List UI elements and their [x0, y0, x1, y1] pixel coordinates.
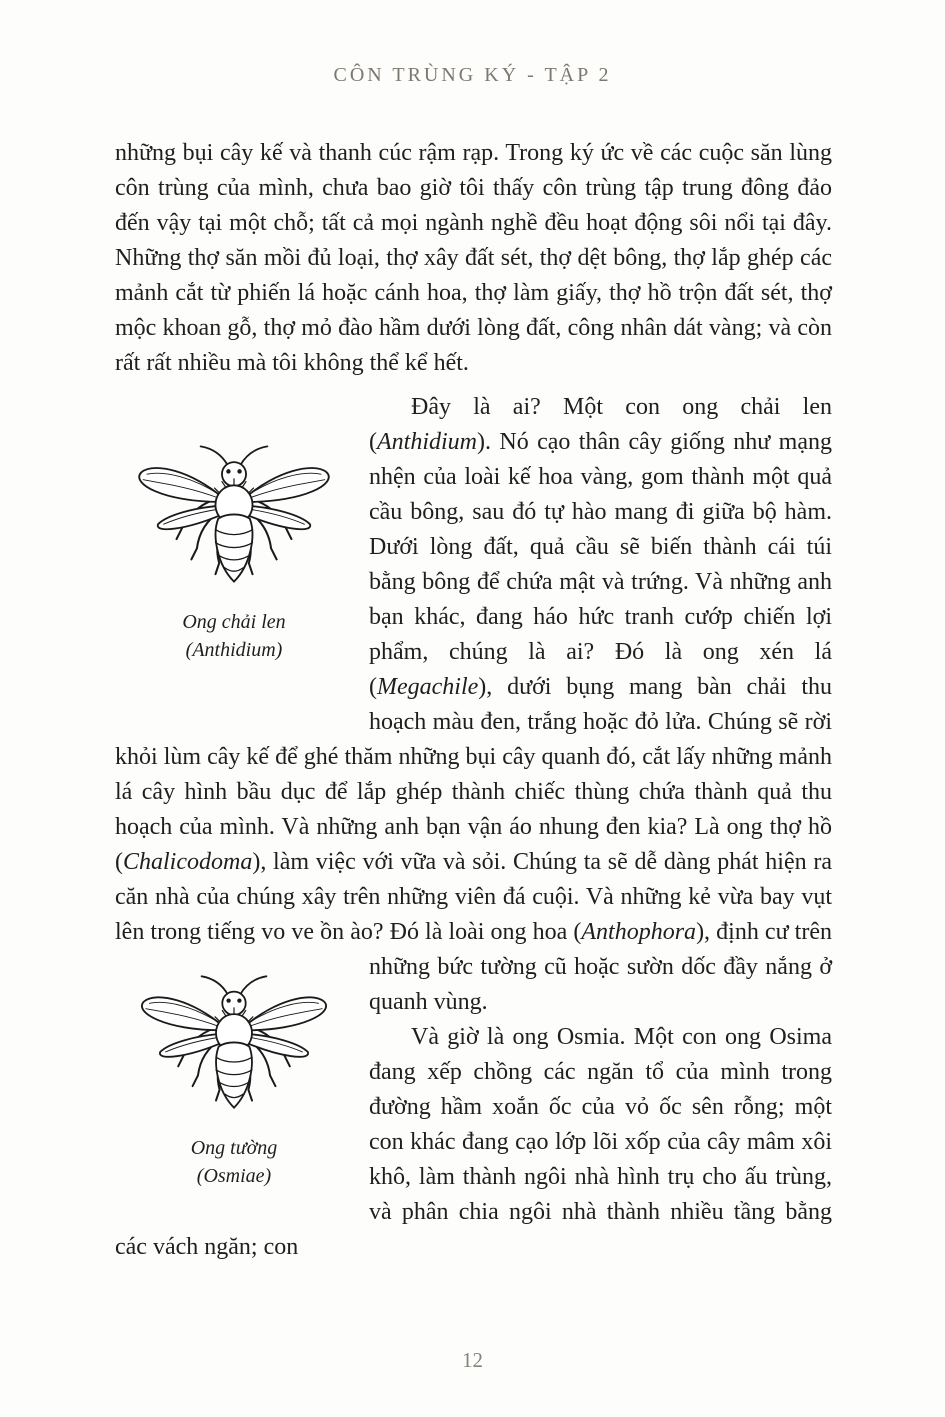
paragraph-1: những bụi cây kế và thanh cúc rậm rạp. Trong ký ức về các cuộc săn lùng côn trùng của mình, chưa bao giờ tôi thấy côn trùng tập trung đông đảo đến vậy tại một chỗ; tất cả mọi ngành nghề đều hoạt động sôi nổi tại đây. Những thợ săn mồi đủ loại, thợ xây đất sét, thợ dệt bông, thợ lắp ghép các mảnh cắt từ phiến lá hoặc cánh hoa, thợ làm giấy, thợ hồ trộn đất sét, thợ mộc khoan gỗ, thợ mỏ đào hầm dưới lòng đất, công nhân dát vàng; và còn rất rất nhiều mà tôi không thể kể hết. — [115, 140, 832, 376]
wool-carder-bee-illustration — [128, 426, 340, 602]
figure-caption-latin: (Osmiae) — [196, 1165, 272, 1187]
page-number: 12 — [462, 1348, 483, 1372]
figure-caption: Ong tường — [190, 1137, 278, 1159]
figure-osmia — [115, 956, 353, 1190]
paragraph-2-text: Đây là ai? Một con ong chải len (Anthidium). Nó cạo thân cây giống như mạng nhện của loài kế hoa vàng, gom thành một quả cầu bông, sau đó tự hào mang đi giữa bộ hàm. Dưới lòng đất, quả cầu sẽ biến thành cái túi bằng bông để chứa mật và trứng. Và những anh bạn khác, đang háo hức tranh cướp chiến lợi phẩm, chúng là ai? Đó là ong xén lá (Megachile), dưới bụng mang bàn chải thu hoạch màu đen, trắng hoặc đỏ lửa. Chúng sẽ rời khỏi lùm cây kế để ghé thăm những bụi cây quanh đó, cắt lấy những mảnh lá cây hình bầu dục để lắp ghép thành chiếc thùng chứa thành quả thu hoạch của mình. Và những anh bạn vận áo nhung đen kia? Là ong thợ hồ (Chalicodoma), làm việc với vữa và sỏi. Chúng ta sẽ dễ dàng phát hiện ra căn nhà của chúng xây trên những viên đá cuội. Và những kẻ vừa bay vụt lên trong tiếng vo ve ồn ào? Đó là loài ong hoa (Anthophora), định cư trên những bức tường cũ hoặc sườn dốc đầy — [115, 394, 832, 980]
figure-caption: Ong chải len — [182, 611, 286, 633]
paragraph-3: Và giờ là ong Osmia. Một con ong Osima đang xếp chồng các ngăn tổ của mình trong đường hầm xoắn ốc của vỏ ốc sên rỗng; một con khác đang cạo lớp lõi xốp của cây mâm xôi khô, làm thành ngôi nhà hình trụ cho ấu trùng, và phân chia ngôi nhà thành nhiều tầng bằng các vách ngăn; con — [115, 1024, 832, 1260]
paragraph-2-end-text: nắng ở quanh vùng. — [369, 954, 833, 1015]
mason-bee-illustration — [135, 956, 333, 1128]
figure-anthidium — [115, 426, 353, 664]
page-content — [115, 136, 832, 1265]
figure-caption-latin: (Anthidium) — [185, 639, 283, 661]
running-header: CÔN TRÙNG KÝ - TẬP 2 — [333, 64, 612, 86]
